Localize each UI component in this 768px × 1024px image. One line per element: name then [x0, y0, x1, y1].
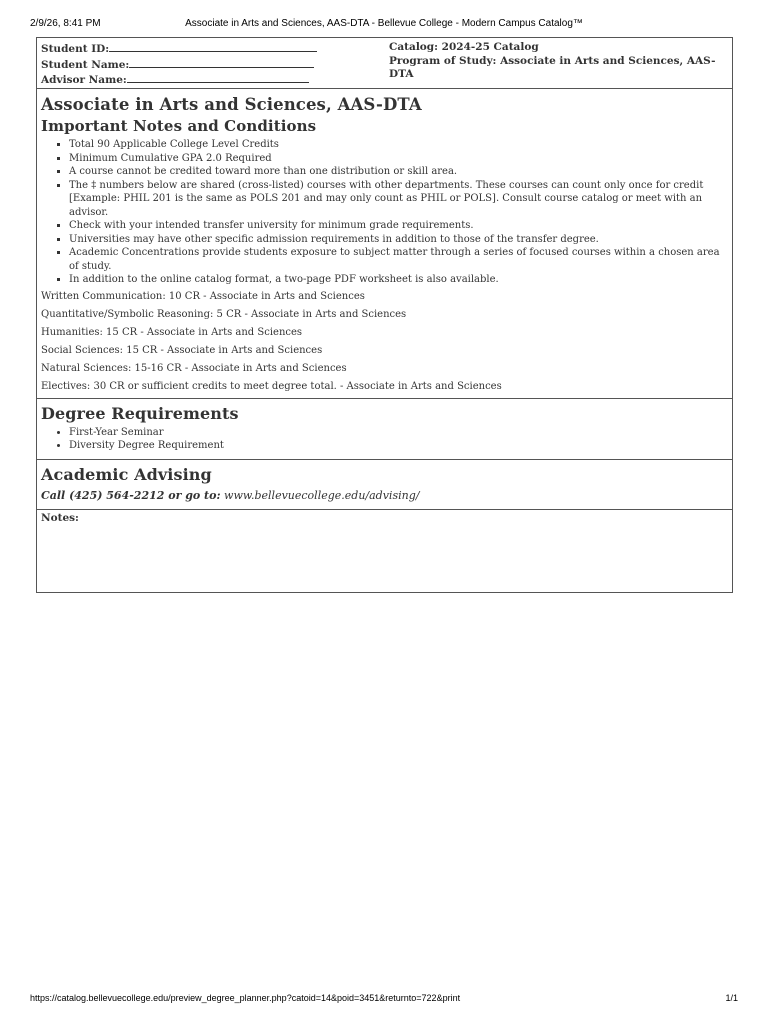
note-item: ▪ Total 90 Applicable College Level Credits: [69, 138, 728, 152]
note-item: ▪ In addition to the online catalog format, a two-page PDF worksheet is also available.: [69, 273, 728, 287]
note-item: ▪ The ‡ numbers below are shared (cross-listed) courses with other departments. These courses can count only once for credit [Example: PHIL 201 is the same as POLS 201 and may only count as PHIL or POLS]. Consult course catalog or meet with an advisor.: [69, 179, 728, 220]
advisor-name-blank: [127, 72, 309, 83]
catalog-info: [387, 41, 728, 84]
program-section: [37, 89, 732, 399]
print-url: https://catalog.bellevuecollege.edu/preview_degree_planner.php?catoid=14&poid=3451&returnto=722&print: [30, 993, 461, 1003]
student-name-line: [41, 57, 387, 73]
student-name-blank: [129, 57, 314, 68]
degree-requirements-heading: Degree Requirements: [41, 403, 239, 423]
important-notes-heading: Important Notes and Conditions: [41, 117, 317, 135]
requirement-humanities: Humanities: 15 CR - Associate in Arts and Sciences: [41, 326, 303, 338]
student-info: [41, 41, 387, 84]
degree-requirement-item: • First-Year Seminar: [69, 426, 728, 440]
requirement-social-sciences: Social Sciences: 15 CR - Associate in Arts and Sciences: [41, 344, 323, 356]
degree-requirements-section: [37, 399, 732, 460]
requirement-written-communication: Written Communication: 10 CR - Associate in Arts and Sciences: [41, 290, 365, 302]
note-item: ▪ Universities may have other specific admission requirements in addition to those of the transfer degree.: [69, 233, 728, 247]
student-name-label: Student Name:: [41, 58, 130, 71]
note-item: ▪ A course cannot be credited toward more than one distribution or skill area.: [69, 165, 728, 179]
academic-advising-section: [37, 460, 732, 510]
program-of-study: Program of Study: Associate in Arts and Sciences, AAS-DTA: [389, 54, 716, 80]
print-page-title: Associate in Arts and Sciences, AAS-DTA - Bellevue College - Modern Campus Catalog™: [185, 18, 583, 29]
academic-advising-heading: Academic Advising: [41, 464, 212, 484]
advising-call-label: Call (425) 564-2212 or go to:: [41, 488, 221, 502]
advisor-name-label: Advisor Name:: [41, 74, 127, 86]
print-footer: [30, 993, 738, 1007]
planner-meta: [37, 38, 732, 89]
note-item: ▪ Minimum Cumulative GPA 2.0 Required: [69, 152, 728, 166]
degree-requirement-item: • Diversity Degree Requirement: [69, 439, 728, 453]
page-number: 1/1: [725, 993, 738, 1003]
student-id-line: [41, 41, 387, 57]
print-date: 2/9/26, 8:41 PM: [30, 18, 101, 29]
requirement-natural-sciences: Natural Sciences: 15-16 CR - Associate in Arts and Sciences: [41, 362, 347, 374]
catalog-year: Catalog: 2024-25 Catalog: [389, 41, 539, 53]
degree-planner: [36, 37, 733, 593]
student-id-label: Student ID:: [41, 43, 110, 55]
print-header: [30, 18, 738, 32]
requirement-electives: Electives: 30 CR or sufficient credits to meet degree total. - Associate in Arts and Sciences: [41, 380, 502, 392]
requirement-quantitative-reasoning: Quantitative/Symbolic Reasoning: 5 CR - Associate in Arts and Sciences: [41, 308, 407, 320]
note-item: ▪ Check with your intended transfer university for minimum grade requirements.: [69, 219, 728, 233]
program-title: Associate in Arts and Sciences, AAS-DTA: [41, 95, 422, 114]
degree-requirements-list: [41, 426, 728, 453]
note-item: ▪ Academic Concentrations provide students exposure to subject matter through a series of focused courses within a chosen area of study.: [69, 246, 728, 273]
student-id-blank: [109, 41, 317, 52]
important-notes-list: [41, 138, 728, 287]
notes-label: Notes:: [41, 511, 79, 524]
notes-section: [37, 510, 732, 592]
advising-contact: [41, 485, 728, 509]
advising-link[interactable]: www.bellevuecollege.edu/advising/: [224, 488, 420, 502]
advisor-name-line: [41, 72, 387, 88]
